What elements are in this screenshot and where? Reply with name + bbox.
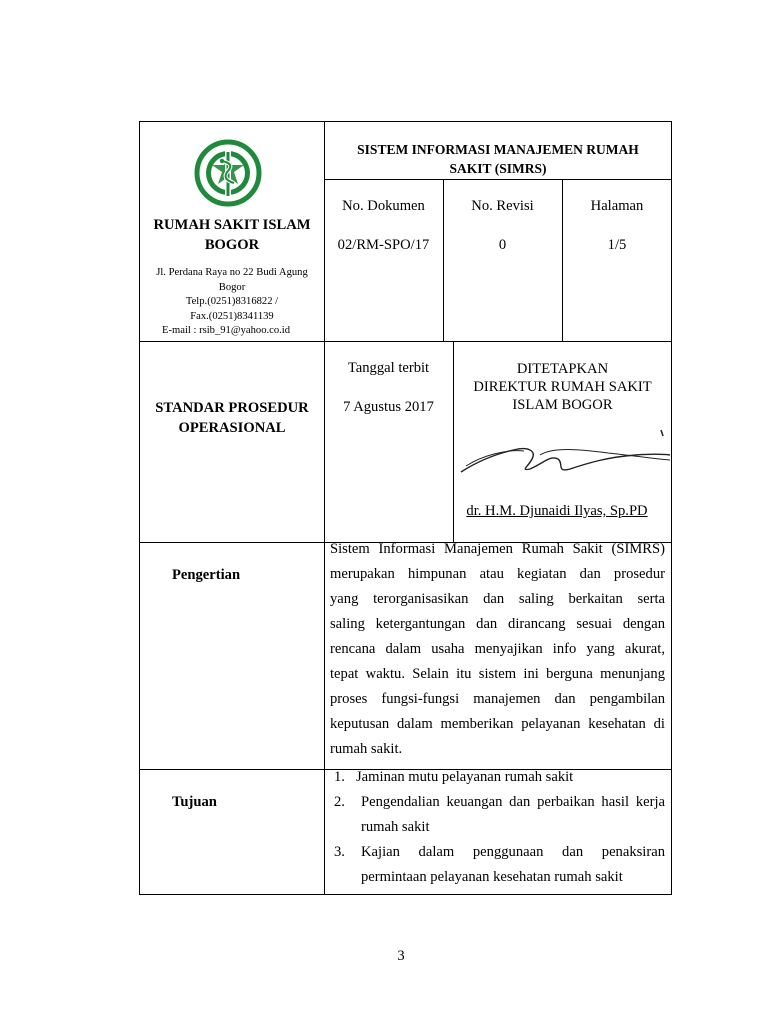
purpose-item-line: rumah sakit [361,819,430,835]
hospital-name-line: BOGOR [204,237,260,253]
definition-line: saling ketergantungan dan dirancang sesuai dengan [330,616,665,632]
table-divider [324,179,672,180]
definition-line: merupakan himpunan atau kegiatan dan prosedur [330,566,665,582]
purpose-label: Tujuan [172,794,217,810]
address-line: Jl. Perdana Raya no 22 Budi Agung [156,267,308,278]
doc-number-label: No. Dokumen [342,198,425,214]
revision-label: No. Revisi [471,198,534,214]
approval-line: DITETAPKAN [516,361,609,377]
page-number: 3 [397,948,405,964]
definition-line: rencana dalam usaha menyajikan info yang akurat, [330,641,665,657]
issue-date-value: 7 Agustus 2017 [343,399,434,415]
page-label: Halaman [590,198,644,214]
definition-line: yang terorganisasikan dan saling berkaitan serta [330,591,665,607]
approval-line: ISLAM BOGOR [512,397,613,413]
sop-heading [139,398,325,438]
hospital-logo-icon [192,139,264,207]
hospital-address [139,266,325,324]
purpose-item-line: Kajian dalam penggunaan dan penaksiran [361,844,665,860]
definition-line: Sistem Informasi Manajemen Rumah Sakit (SIMRS) [330,541,665,557]
definition-label: Pengertian [172,567,241,583]
definition-line: keputusan dalam memberikan pelayanan kesehatan di [330,716,665,732]
table-divider [139,341,672,342]
sop-heading-line: STANDAR PROSEDUR [155,400,309,416]
address-line: Bogor [218,281,246,293]
purpose-item-number: 1. [334,769,345,785]
signatory-name: dr. H.M. Djunaidi Ilyas, Sp.PD [466,503,648,519]
definition-line: rumah sakit. [330,741,403,757]
doc-number-value: 02/RM-SPO/17 [337,237,430,253]
purpose-item-number: 3. [334,844,345,860]
fax-line: Fax.(0251)8341139 [190,310,274,322]
page-value: 1/5 [607,237,627,253]
phone-line: Telp.(0251)8316822 / [185,296,279,307]
purpose-item-line: Pengendalian keuangan dan perbaikan hasil kerja [361,794,665,810]
signature-image [458,425,671,485]
purpose-item-line: permintaan pelayanan kesehatan rumah sakit [361,869,623,885]
revision-value: 0 [498,237,507,253]
document-title [324,140,672,178]
email-line: E-mail : rsib_91@yahoo.co.id [162,325,291,336]
approval-block [453,360,672,414]
definition-line: tepat waktu. Selain itu sistem ini berguna menunjang [330,666,665,682]
document-title-line: SAKIT (SIMRS) [449,161,547,176]
purpose-item-number: 2. [334,794,345,810]
sop-heading-line: OPERASIONAL [178,420,286,436]
purpose-item-line: Jaminan mutu pelayanan rumah sakit [356,769,574,785]
document-title-line: SISTEM INFORMASI MANAJEMEN RUMAH [357,142,639,157]
hospital-name [139,215,325,255]
issue-date-label: Tanggal terbit [347,360,430,376]
definition-line: proses fungsi-fungsi manajemen dan pengambilan [330,691,665,707]
hospital-name-line: RUMAH SAKIT ISLAM [153,217,311,233]
approval-line: DIREKTUR RUMAH SAKIT [473,379,652,395]
